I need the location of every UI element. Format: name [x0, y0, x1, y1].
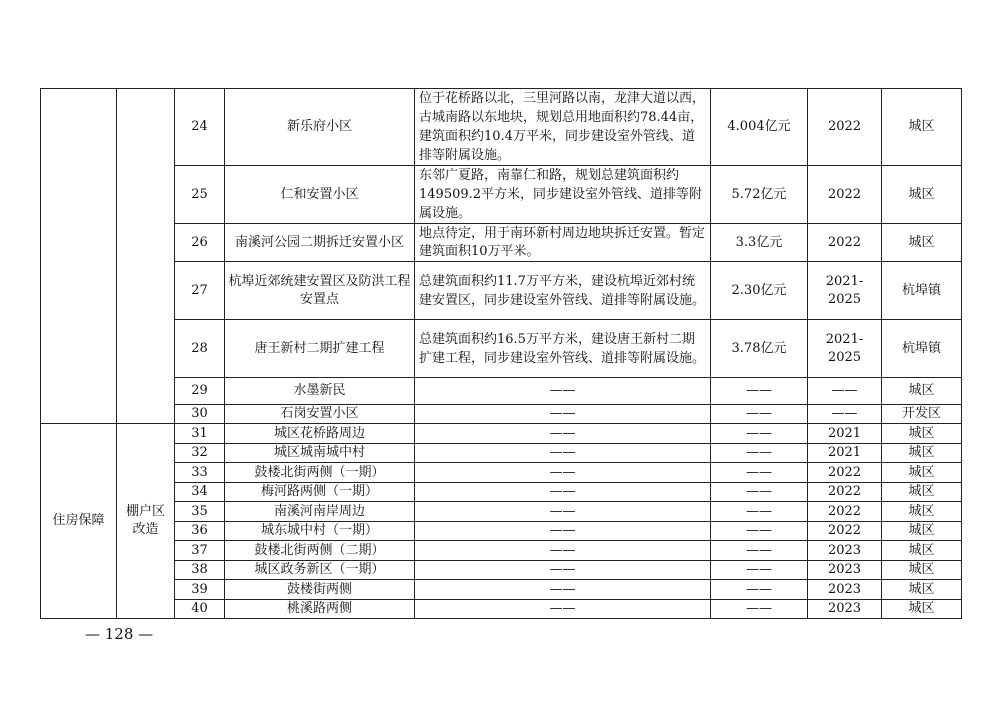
location: 开发区 [882, 405, 962, 424]
year: —— [808, 405, 882, 424]
year: 2022 [808, 483, 882, 502]
year: 2022 [808, 224, 882, 262]
row-number: 27 [175, 262, 225, 320]
project-name: 桃溪路两侧 [225, 600, 415, 619]
project-description: —— [415, 378, 711, 405]
row-number: 24 [175, 89, 225, 166]
location: 城区 [882, 89, 962, 166]
project-name: 石岗安置小区 [225, 405, 415, 424]
row-number: 31 [175, 424, 225, 444]
project-name: 城区花桥路周边 [225, 424, 415, 444]
subcategory-cell-top [117, 89, 175, 424]
table-row [41, 224, 962, 262]
row-number: 26 [175, 224, 225, 262]
investment: 2.30亿元 [711, 262, 808, 320]
project-table [40, 88, 962, 619]
project-name: 南溪河南岸周边 [225, 502, 415, 522]
year: 2023 [808, 600, 882, 619]
project-name: 水墨新民 [225, 378, 415, 405]
year: 2022 [808, 522, 882, 541]
year: 2022 [808, 502, 882, 522]
table-row [41, 502, 962, 522]
table-row [41, 320, 962, 378]
project-name: 城区城南城中村 [225, 444, 415, 463]
table-row [41, 561, 962, 580]
row-number: 33 [175, 463, 225, 483]
table-row [41, 541, 962, 561]
project-description: —— [415, 405, 711, 424]
year: 2023 [808, 561, 882, 580]
page-number: — 128 — [85, 625, 154, 643]
project-description: —— [415, 483, 711, 502]
project-name: 杭埠近郊统建安置区及防洪工程安置点 [225, 262, 415, 320]
project-name: 唐王新村二期扩建工程 [225, 320, 415, 378]
investment: —— [711, 405, 808, 424]
location: 城区 [882, 378, 962, 405]
year: 2023 [808, 541, 882, 561]
category-cell: 住房保障 [41, 424, 117, 619]
row-number: 32 [175, 444, 225, 463]
row-number: 38 [175, 561, 225, 580]
row-number: 35 [175, 502, 225, 522]
investment: —— [711, 463, 808, 483]
project-description: —— [415, 600, 711, 619]
project-name: 城东城中村（一期） [225, 522, 415, 541]
row-number: 34 [175, 483, 225, 502]
project-description: —— [415, 541, 711, 561]
row-number: 25 [175, 166, 225, 224]
row-number: 28 [175, 320, 225, 378]
project-description: 地点待定，用于南环新村周边地块拆迁安置。暂定建筑面积10万平米。 [415, 224, 711, 262]
table-row [41, 600, 962, 619]
project-name: 城区政务新区（一期） [225, 561, 415, 580]
table-row [41, 89, 962, 166]
project-description: —— [415, 561, 711, 580]
row-number: 39 [175, 580, 225, 600]
location: 城区 [882, 580, 962, 600]
location: 城区 [882, 424, 962, 444]
row-number: 29 [175, 378, 225, 405]
project-name: 新乐府小区 [225, 89, 415, 166]
investment: —— [711, 580, 808, 600]
table-row [41, 424, 962, 444]
project-description: —— [415, 580, 711, 600]
project-description: —— [415, 424, 711, 444]
year: —— [808, 378, 882, 405]
investment: 3.3亿元 [711, 224, 808, 262]
category-cell-top [41, 89, 117, 424]
row-number: 37 [175, 541, 225, 561]
project-description: —— [415, 463, 711, 483]
year: 2022 [808, 166, 882, 224]
project-name: 南溪河公园二期拆迁安置小区 [225, 224, 415, 262]
investment: —— [711, 483, 808, 502]
project-name: 鼓楼北街两侧（一期） [225, 463, 415, 483]
location: 杭埠镇 [882, 320, 962, 378]
investment: 4.004亿元 [711, 89, 808, 166]
investment: —— [711, 444, 808, 463]
investment: —— [711, 424, 808, 444]
location: 城区 [882, 166, 962, 224]
year: 2021-2025 [808, 262, 882, 320]
year: 2021 [808, 424, 882, 444]
project-name: 鼓楼北街两侧（二期） [225, 541, 415, 561]
table-row [41, 580, 962, 600]
year: 2021-2025 [808, 320, 882, 378]
table-row [41, 166, 962, 224]
investment: —— [711, 502, 808, 522]
project-description: 位于花桥路以北，三里河路以南，龙津大道以西，古城南路以东地块，规划总用地面积约78.44亩，建筑面积约10.4万平米，同步建设室外管线、道排等附属设施。 [415, 89, 711, 166]
year: 2022 [808, 463, 882, 483]
project-name: 梅河路两侧（一期） [225, 483, 415, 502]
table-row [41, 522, 962, 541]
location: 城区 [882, 224, 962, 262]
year: 2022 [808, 89, 882, 166]
investment: —— [711, 522, 808, 541]
location: 城区 [882, 541, 962, 561]
investment: —— [711, 541, 808, 561]
project-description: 总建筑面积约11.7万平方米，建设杭埠近郊村统建安置区，同步建设室外管线、道排等附属设施。 [415, 262, 711, 320]
investment: —— [711, 600, 808, 619]
project-name: 鼓楼街两侧 [225, 580, 415, 600]
project-description: —— [415, 522, 711, 541]
project-description: —— [415, 444, 711, 463]
project-description: —— [415, 502, 711, 522]
subcategory-cell: 棚户区改造 [117, 424, 175, 619]
table-row [41, 378, 962, 405]
investment: 5.72亿元 [711, 166, 808, 224]
investment: —— [711, 378, 808, 405]
table-row [41, 405, 962, 424]
location: 城区 [882, 463, 962, 483]
row-number: 40 [175, 600, 225, 619]
location: 城区 [882, 561, 962, 580]
location: 城区 [882, 600, 962, 619]
table-row [41, 483, 962, 502]
investment: 3.78亿元 [711, 320, 808, 378]
year: 2023 [808, 580, 882, 600]
investment: —— [711, 561, 808, 580]
location: 城区 [882, 502, 962, 522]
table-row [41, 463, 962, 483]
table-row [41, 262, 962, 320]
project-description: 东邻广夏路，南靠仁和路，规划总建筑面积约149509.2平方米，同步建设室外管线、道排等附属设施。 [415, 166, 711, 224]
location: 城区 [882, 522, 962, 541]
location: 城区 [882, 483, 962, 502]
project-description: 总建筑面积约16.5万平方米，建设唐王新村二期扩建工程，同步建设室外管线、道排等附属设施。 [415, 320, 711, 378]
row-number: 36 [175, 522, 225, 541]
location: 杭埠镇 [882, 262, 962, 320]
project-name: 仁和安置小区 [225, 166, 415, 224]
location: 城区 [882, 444, 962, 463]
year: 2021 [808, 444, 882, 463]
table-row [41, 444, 962, 463]
row-number: 30 [175, 405, 225, 424]
